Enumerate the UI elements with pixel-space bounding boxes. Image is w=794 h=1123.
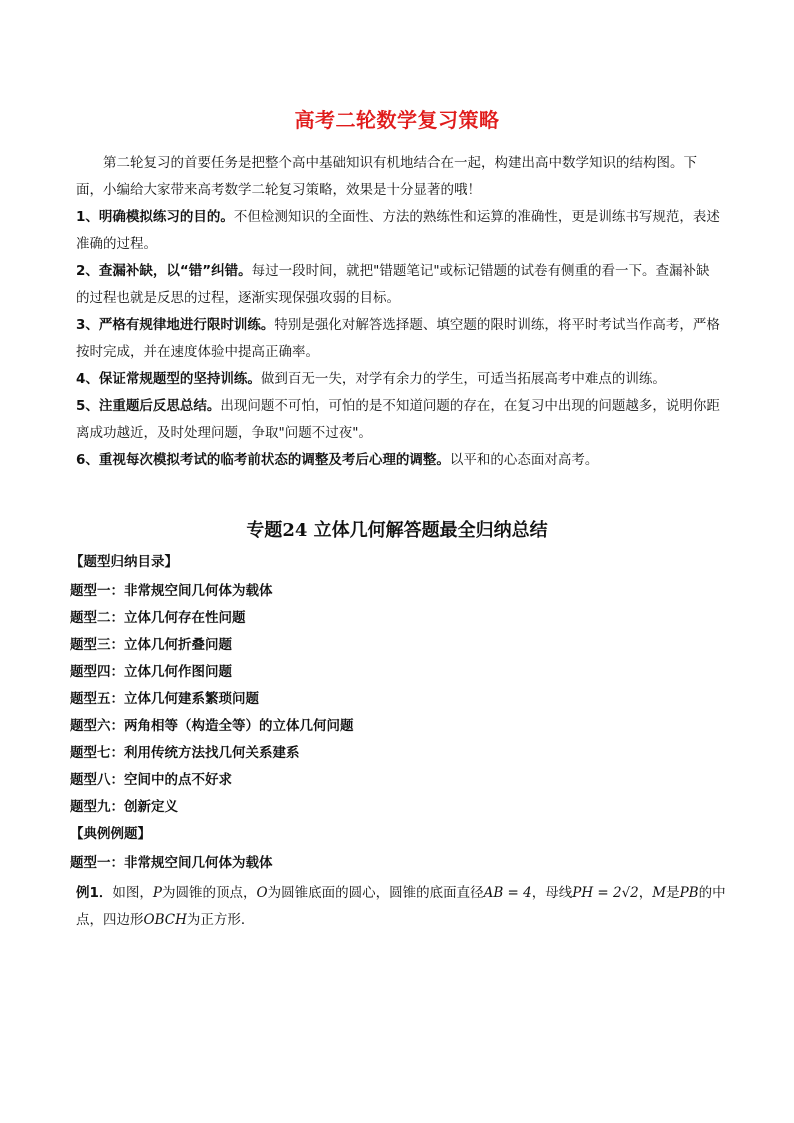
category-item: 题型一：非常规空间几何体为载体 — [70, 583, 273, 599]
strategy-body: 特别是强化对解答选择题、填空题的限时训练，将平时考试当作高考，严格按时完成，并在速度体验中提高正确率。 — [76, 317, 720, 360]
category-item: 题型九：创新定义 — [70, 799, 178, 815]
example-text: 是 — [666, 885, 680, 901]
strategy-heading: 3、严格有规律地进行限时训练。 — [76, 317, 275, 333]
strategy-item-4 — [76, 366, 722, 393]
topic-title: 专题24 立体几何解答题最全归纳总结 — [246, 520, 548, 541]
strategy-body: 以平和的心态面对高考。 — [449, 452, 599, 468]
example-text: 为圆锥的顶点， — [162, 885, 257, 901]
strategy-body: 每过一段时间，就把"错题笔记"或标记错题的试卷有侧重的看一下。查漏补缺的过程也就是反思的过程，逐渐实现保强攻弱的目标。 — [76, 263, 710, 306]
strategy-heading: 1、明确模拟练习的目的。 — [76, 209, 234, 225]
strategy-item-6 — [76, 447, 722, 474]
intro-paragraph: 第二轮复习的首要任务是把整个高中基础知识有机地结合在一起，构建出高中数学知识的结构图。下面，小编给大家带来高考数学二轮复习策略，效果是十分显著的哦！ — [76, 155, 697, 198]
strategy-item-2 — [76, 258, 722, 312]
category-item: 题型七：利用传统方法找几何关系建系 — [70, 745, 300, 761]
example-label: 例1． — [76, 885, 113, 901]
catalog-heading: 【题型归纳目录】 — [70, 554, 178, 570]
math-quad-obch: OBCH — [143, 912, 187, 928]
example-text: 为圆锥底面的圆心，圆锥的底面直径 — [267, 885, 484, 901]
category-item: 题型三：立体几何折叠问题 — [70, 637, 232, 653]
strategy-heading: 2、查漏补缺，以“错”纠错。 — [76, 263, 252, 279]
strategy-item-1 — [76, 204, 722, 258]
example-text: 如图， — [112, 885, 153, 901]
main-title: 高考二轮数学复习策略 — [294, 108, 500, 132]
strategy-heading: 4、保证常规题型的坚持训练。 — [76, 371, 261, 387]
strategy-heading: 6、重视每次模拟考试的临考前状态的调整及考后心理的调整。 — [76, 452, 450, 468]
example-text: ，母线 — [531, 885, 573, 901]
category-item: 题型五：立体几何建系繁琐问题 — [70, 691, 259, 707]
first-category-heading: 题型一：非常规空间几何体为载体 — [70, 855, 273, 871]
math-point-m: M — [652, 885, 667, 901]
math-diameter-eq: AB = 4 — [483, 885, 532, 901]
category-item: 题型二：立体几何存在性问题 — [70, 610, 246, 626]
strategy-body: 不但检测知识的全面性、方法的熟练性和运算的准确性，更是训练书写规范，表述准确的过程。 — [76, 209, 720, 252]
math-point-p: P — [152, 885, 162, 901]
strategy-body: 出现问题不可怕，可怕的是不知道问题的存在，在复习中出现的问题越多，说明你距离成功越近，及时处理问题，争取"问题不过夜"。 — [76, 398, 720, 441]
math-point-o: O — [256, 885, 268, 901]
strategy-item-5 — [76, 393, 722, 447]
example-text: ， — [638, 885, 653, 901]
strategy-heading: 5、注重题后反思总结。 — [76, 398, 221, 414]
example-text: 为正方形． — [186, 912, 255, 928]
category-item: 题型六：两角相等（构造全等）的立体几何问题 — [70, 718, 354, 734]
math-generatrix-eq: PH = 2√2 — [572, 885, 639, 901]
category-item: 题型四：立体几何作图问题 — [70, 664, 232, 680]
strategy-body: 做到百无一失，对学有余力的学生，可适当拓展高考中难点的训练。 — [260, 371, 666, 387]
strategy-item-3 — [76, 312, 722, 366]
example-text: 的中点，四边形 — [76, 885, 726, 928]
examples-heading: 【典例例题】 — [70, 826, 151, 842]
example-1 — [76, 880, 726, 934]
category-item: 题型八：空间中的点不好求 — [70, 772, 232, 788]
math-segment-pb: PB — [679, 885, 699, 901]
